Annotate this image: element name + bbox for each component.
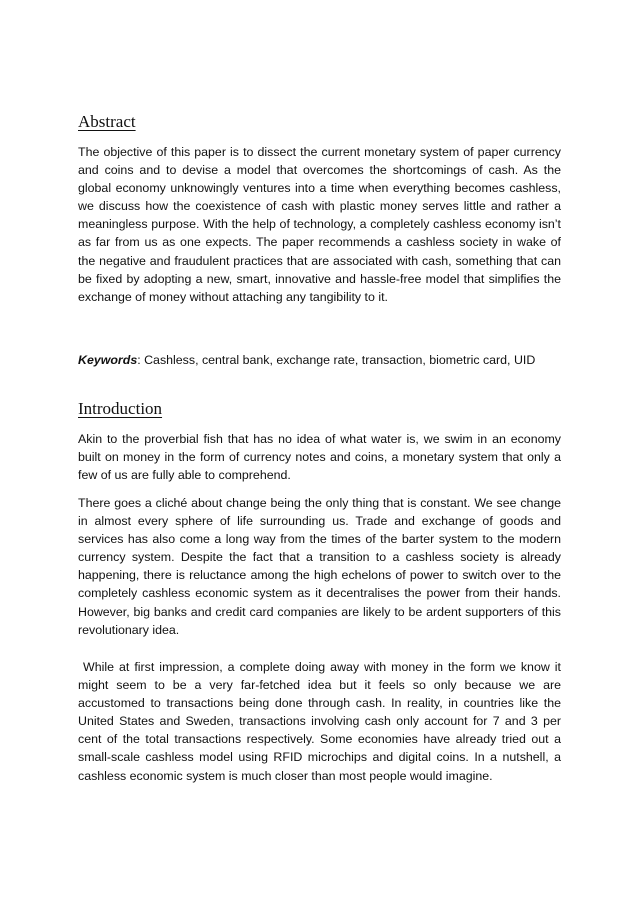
introduction-paragraph-3: While at first impression, a complete doing away with money in the form we know it might seem to be a very far-fetched idea but it feels so only because we are accustomed to transactions being done through cash. In reality, in countries like the United States and Sweden, transactions involving cash only account for 7 and 3 per cent of the total transactions respectively. Some economies have already tried out a small-scale cashless model using RFID microchips and digital coins. In a nutshell, a cashless economic system is much closer than most people would imagine. <box>78 660 565 783</box>
introduction-paragraph-2: There goes a cliché about change being the only thing that is constant. We see change in almost every sphere of life surrounding us. Trade and exchange of goods and services has also come a long way from the times of the barter system to the modern currency system. Despite the fact that a transition to a cashless society is already happening, there is reluctance among the high echelons of power to switch over to the completely cashless economic system as it decentralises the power from their hands. However, big banks and credit card companies are likely to be ardent supporters of this revolutionary idea. <box>78 496 561 637</box>
abstract-heading: Abstract <box>78 112 136 131</box>
keywords-separator: : <box>137 353 145 367</box>
introduction-paragraph-1: Akin to the proverbial fish that has no idea of what water is, we swim in an economy built on money in the form of currency notes and coins, a monetary system that only a few of us are fully able to comprehend. <box>78 432 561 483</box>
keywords-paragraph <box>78 351 561 369</box>
introduction-heading: Introduction <box>78 399 163 418</box>
keywords-text: Cashless, central bank, exchange rate, transaction, biometric card, UID <box>144 353 536 367</box>
abstract-paragraph: The objective of this paper is to dissect the current monetary system of paper currency and coins and to devise a model that overcomes the shortcomings of cash. As the global economy unknowingly ventures into a time when everything becomes cashless, we discuss how the coexistence of cash with plastic money serves little and rather a meaningless purpose. With the help of technology, a completely cashless economy isn’t as far from us as one expects. The paper recommends a cashless society in wake of the negative and fraudulent practices that are associated with cash, something that can be fixed by adopting a new, smart, innovative and hassle-free model that simplifies the exchange of money without attaching any tangibility to it. <box>78 145 561 304</box>
keywords-label: Keywords <box>78 353 138 367</box>
